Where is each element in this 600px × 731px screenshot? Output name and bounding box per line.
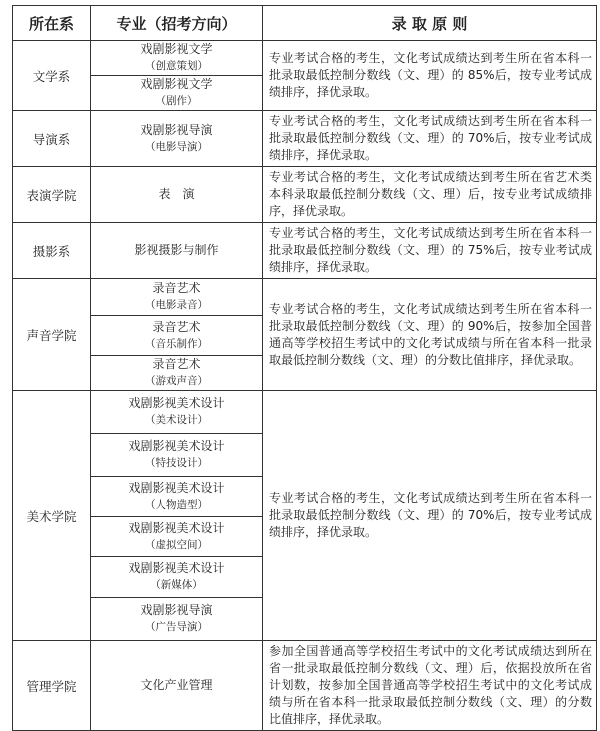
table-row <box>13 167 597 223</box>
major-direction: （创意策划） <box>145 60 208 72</box>
table-row <box>13 111 597 167</box>
major-cell <box>91 316 263 356</box>
header-row <box>13 6 597 41</box>
major-direction: （虚拟空间） <box>145 538 208 551</box>
table-row <box>13 41 597 76</box>
admission-principle-cell: 专业考试合格的考生，文化考试成绩达到考生所在省本科一批录取最低控制分数线（文、理）的 70%后，按专业考试成绩排序，择优录取。 <box>263 391 597 641</box>
admission-principle-cell: 参加全国普通高等学校招生考试中的文化考试成绩达到所在省一批录取最低控制分数线（文、理）后，依据投放所在省计划数，按参加全国普通高等学校招生考试中的文化考试成绩与所在省本科一批录取最低控制分数线（文、理）的分数比值排序，择优录取。 <box>263 641 597 731</box>
major-name: 影视摄影与制作 <box>134 243 219 257</box>
major-cell <box>91 167 263 223</box>
header-department: 所在系 <box>13 6 91 41</box>
major-direction: （广告导演） <box>145 621 208 633</box>
major-cell <box>91 111 263 167</box>
major-name: 戏剧影视导演 <box>140 122 213 137</box>
major-cell <box>91 641 263 731</box>
major-direction: （特技设计） <box>145 457 208 469</box>
admission-principle-cell: 专业考试合格的考生，文化考试成绩达到考生所在省本科一批录取最低控制分数线（文、理）的 90%后，按参加全国普通高等学校招生考试中的文化考试成绩与所在省本科一批录取最低控制分数线（文、理）的分数比值排序，择优录取。 <box>263 279 597 391</box>
major-name: 录音艺术 <box>152 357 201 371</box>
department-cell: 美术学院 <box>13 391 91 641</box>
major-name: 戏剧影视美术设计 <box>128 561 225 575</box>
admission-principle-cell: 专业考试合格的考生，文化考试成绩达到考生所在省本科一批录取最低控制分数线（文、理）的 85%后，按专业考试成绩排序，择优录取。 <box>263 41 597 111</box>
major-name: 文化产业管理 <box>140 678 213 692</box>
major-direction: （游戏声音） <box>145 375 208 387</box>
major-cell <box>91 356 263 391</box>
admission-principle-cell: 专业考试合格的考生，文化考试成绩达到考生所在省本科一批录取最低控制分数线（文、理）的 70%后，按专业考试成绩排序，择优录取。 <box>263 111 597 167</box>
major-name: 戏剧影视美术设计 <box>128 520 225 535</box>
department-cell: 声音学院 <box>13 279 91 391</box>
major-cell <box>91 279 263 316</box>
major-name: 表 演 <box>158 187 195 201</box>
major-name: 戏剧影视导演 <box>140 603 213 617</box>
major-direction: （美术设计） <box>145 414 208 426</box>
department-cell: 导演系 <box>13 111 91 167</box>
header-major: 专业（招考方向） <box>91 6 263 41</box>
major-name: 录音艺术 <box>152 281 201 295</box>
table-row <box>13 641 597 731</box>
admission-principle-cell: 专业考试合格的考生，文化考试成绩达到考生所在省艺术类本科录取最低控制分数线（文、理）后，按专业考试成绩排序，择优录取。 <box>263 167 597 223</box>
major-cell <box>91 598 263 641</box>
major-cell <box>91 434 263 477</box>
department-cell: 摄影系 <box>13 223 91 279</box>
major-direction: （剧作） <box>155 95 198 107</box>
major-cell <box>91 391 263 434</box>
major-cell <box>91 41 263 76</box>
major-cell <box>91 557 263 598</box>
major-direction: （电影导演） <box>145 140 208 153</box>
major-name: 戏剧影视文学 <box>140 42 213 56</box>
major-direction: （新媒体） <box>150 579 203 591</box>
admission-principle-cell: 专业考试合格的考生，文化考试成绩达到考生所在省本科一批录取最低控制分数线（文、理）的 75%后，按专业考试成绩排序，择优录取。 <box>263 223 597 279</box>
major-name: 戏剧影视美术设计 <box>128 480 225 495</box>
major-name: 戏剧影视文学 <box>140 77 213 91</box>
major-cell <box>91 76 263 111</box>
major-direction: （音乐制作） <box>145 337 208 350</box>
table-body <box>13 41 597 731</box>
major-name: 戏剧影视美术设计 <box>128 439 225 453</box>
department-cell: 文学系 <box>13 41 91 111</box>
major-name: 戏剧影视美术设计 <box>128 396 225 410</box>
major-direction: （人物造型） <box>145 498 208 511</box>
major-direction: （电影录音） <box>145 299 208 311</box>
department-cell: 管理学院 <box>13 641 91 731</box>
department-cell: 表演学院 <box>13 167 91 223</box>
major-cell <box>91 477 263 517</box>
table-row <box>13 279 597 316</box>
major-cell <box>91 223 263 279</box>
major-cell <box>91 517 263 557</box>
header-principle: 录 取 原 则 <box>263 6 597 41</box>
major-name: 录音艺术 <box>152 319 201 334</box>
table-row <box>13 223 597 279</box>
table-row <box>13 391 597 434</box>
admission-table <box>12 5 597 731</box>
